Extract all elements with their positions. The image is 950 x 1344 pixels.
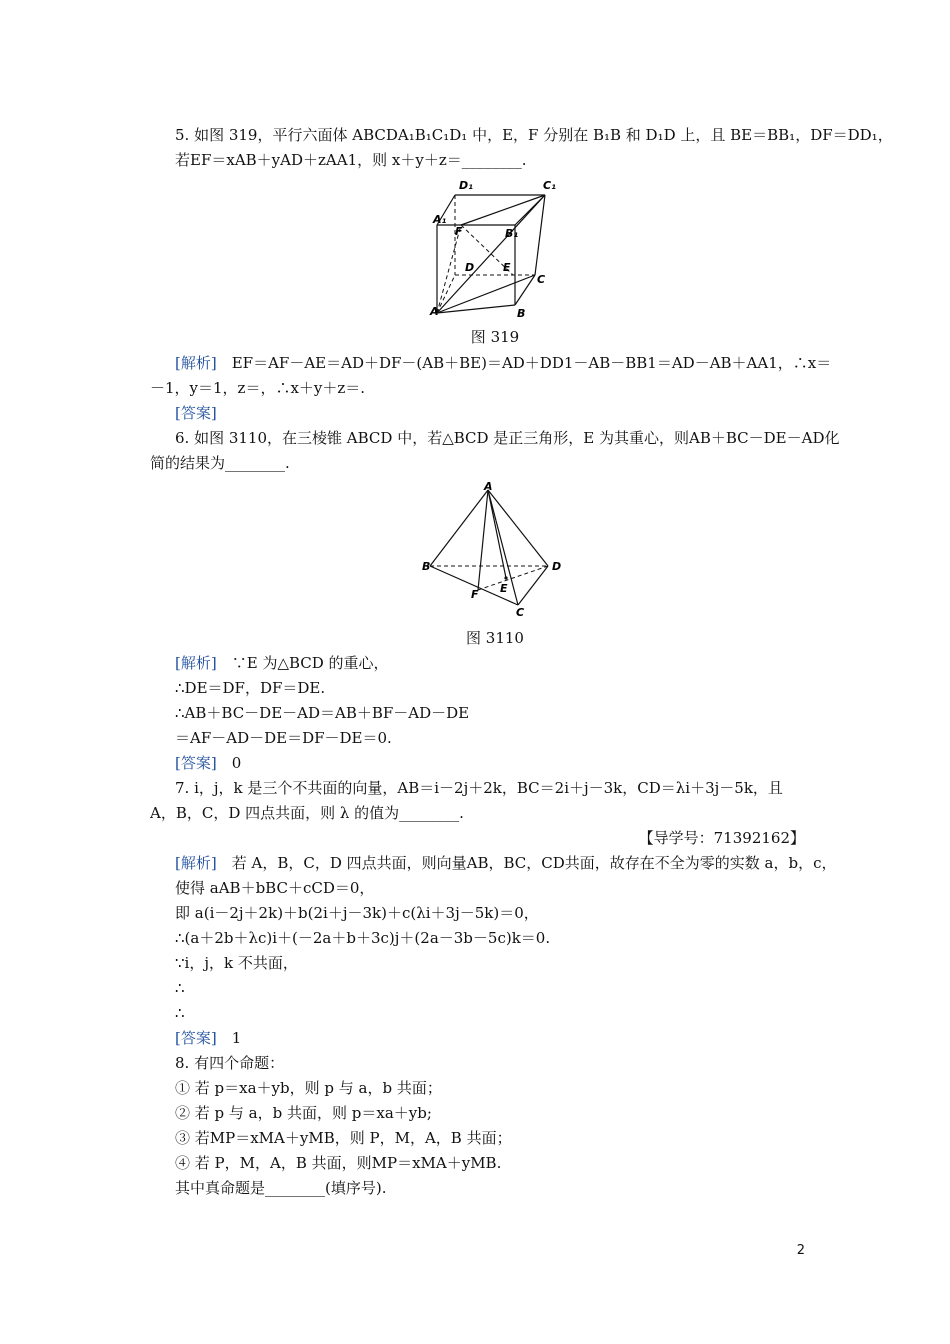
label-d: D: [465, 261, 475, 274]
q8-last-line: 其中真命题是________(填序号).: [175, 1179, 387, 1197]
label-a1: A₁: [433, 213, 447, 226]
q7-analysis-line3: 即 a(i－2j＋2k)＋b(2i＋j－3k)＋c(λi＋3j－5k)＝0，: [175, 904, 539, 922]
q8-text-line1: 8. 有四个命题：: [175, 1054, 285, 1072]
q6-text-line2: 简的结果为________.: [150, 454, 290, 472]
parallelepiped-figure: [425, 175, 565, 320]
q7-analysis-line6: ∴: [175, 979, 185, 997]
q7-answer-line: [175, 1028, 241, 1048]
q7-analysis-line1: [175, 853, 836, 873]
label-a: A: [484, 480, 493, 493]
q5-answer-tag: [答案]: [175, 404, 217, 422]
analysis-tag: [解析]: [175, 654, 217, 672]
label-b: B: [517, 307, 526, 320]
answer-tag: [答案]: [175, 754, 217, 772]
q5-analysis-line1: [175, 353, 831, 373]
label-c: C: [537, 273, 546, 286]
label-a: A: [430, 305, 439, 318]
q8-item-4: ④ 若 P，M，A，B 共面，则MP＝xMA＋yMB.: [175, 1154, 502, 1172]
q7-analysis-line4: ∴(a＋2b＋λc)i＋(－2a＋b＋3c)j＋(2a－3b－5c)k＝0.: [175, 929, 551, 947]
label-c: C: [516, 606, 525, 618]
label-c1: C₁: [543, 179, 556, 192]
label-e: E: [503, 261, 511, 274]
q6-analysis-line3: ∴AB＋BC－DE－AD＝AB＋BF－AD－DE: [175, 704, 470, 722]
q7-analysis-line5: ∵i，j，k 不共面，: [175, 954, 298, 972]
q6-analysis-line2: ∴DE＝DF，DF＝DE.: [175, 679, 326, 697]
label-f: F: [471, 588, 479, 601]
analysis-text: ∵E 为△BCD 的重心，: [231, 654, 389, 672]
q8-item-1: ① 若 p＝xa＋yb，则 p 与 a，b 共面；: [175, 1079, 442, 1097]
tetrahedron-figure: [418, 478, 568, 618]
q5-text-line2: 若EF＝xAB＋yAD＋zAA1，则 x＋y＋z＝________.: [175, 151, 527, 169]
q8-item-3: ③ 若MP＝xMA＋yMB，则 P，M，A，B 共面；: [175, 1129, 512, 1147]
q7-text-line2: A，B，C，D 四点共面，则 λ 的值为________.: [150, 804, 464, 822]
q8-item-2: ② 若 p 与 a，b 共面，则 p＝xa＋yb;: [175, 1104, 432, 1122]
q7-text-line1: 7. i，j，k 是三个不共面的向量，AB＝i－2j＋2k，BC＝2i＋j－3k，CD＝λi＋3j－5k，且: [175, 779, 783, 797]
analysis-tag: [解析]: [175, 354, 217, 372]
q5-text-line1: 5. 如图 319，平行六面体 ABCDA₁B₁C₁D₁ 中，E，F 分别在 B₁B 和 D₁D 上，且 BE＝BB₁，DF＝DD₁，: [175, 126, 893, 144]
answer-value: 1: [231, 1029, 242, 1047]
answer-value: 0: [231, 754, 242, 772]
label-b: B: [422, 560, 431, 573]
q7-analysis-line7: ∴: [175, 1004, 185, 1022]
answer-tag: [答案]: [175, 1029, 217, 1047]
label-e: E: [500, 582, 508, 595]
label-f: F: [455, 225, 463, 238]
figure-caption-3110: 图 3110: [466, 629, 524, 647]
q6-analysis-line4: ＝AF－AD－DE＝DF－DE＝0.: [175, 729, 392, 747]
label-d1: D₁: [459, 179, 473, 192]
q6-answer-line: [175, 753, 241, 773]
page-number: 2: [796, 1243, 805, 1258]
label-d: D: [552, 560, 562, 573]
analysis-tag: [解析]: [175, 854, 217, 872]
label-b1: B₁: [505, 227, 519, 240]
q7-ref-number: 【导学号：71392162】: [638, 829, 805, 847]
q7-analysis-line2: 使得 aAB＋bBC＋cCD＝0，: [175, 879, 375, 897]
q6-text-line1: 6. 如图 3110，在三棱锥 ABCD 中，若△BCD 是正三角形，E 为其重心，则AB＋BC－DE－AD化: [175, 429, 840, 447]
figure-caption-319: 图 319: [470, 328, 520, 346]
analysis-text: EF＝AF－AE＝AD＋DF－(AB＋BE)＝AD＋DD1－AB－BB1＝AD－AB＋AA1，∴x＝: [231, 354, 832, 372]
q5-analysis-line2: －1，y＝1，z＝，∴x＋y＋z＝.: [150, 379, 366, 397]
analysis-text: 若 A，B，C，D 四点共面，则向量AB，BC，CD共面，故存在不全为零的实数 a，b，c，: [231, 854, 837, 872]
q6-analysis-line1: [175, 653, 389, 673]
